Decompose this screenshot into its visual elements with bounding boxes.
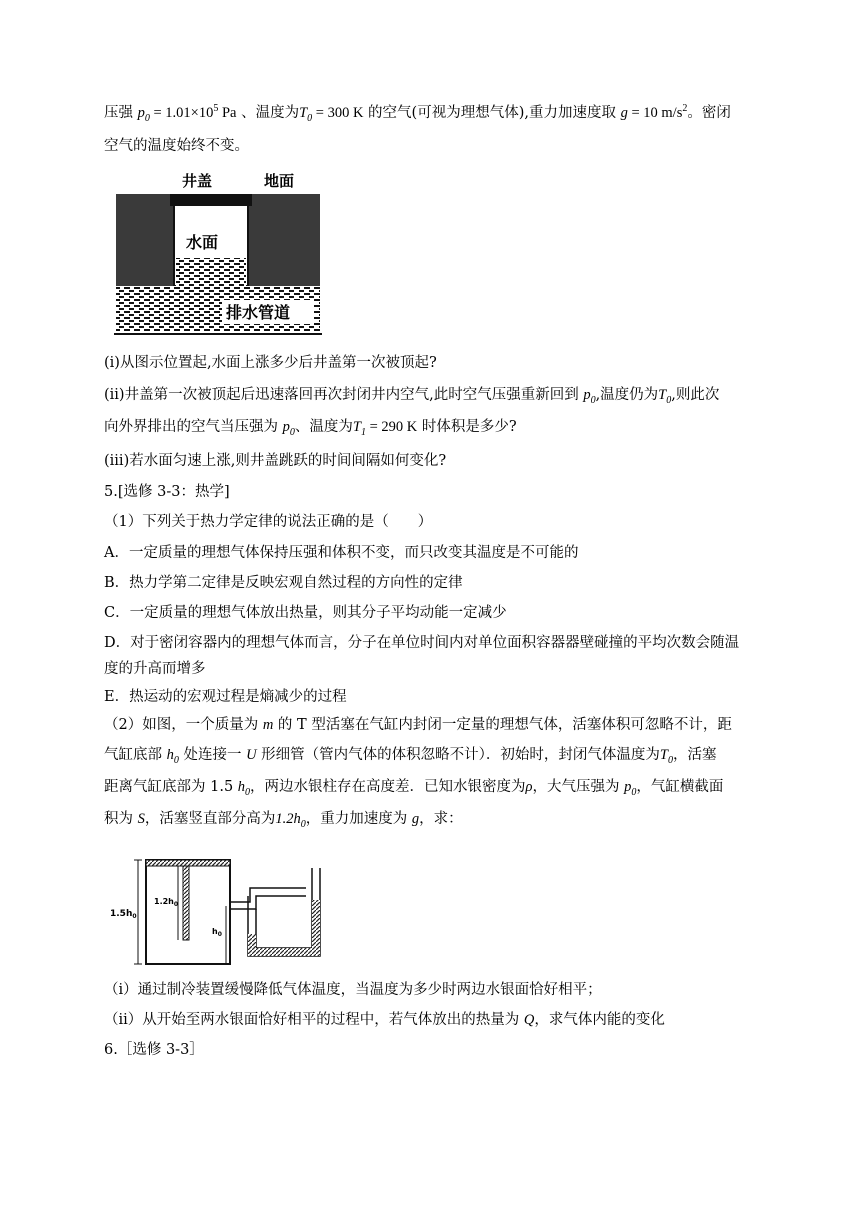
- part-2-line1: （2）如图，一个质量为 m 的 T 型活塞在气缸内封闭一定量的理想气体，活塞体积可忽略不计，距: [104, 717, 732, 733]
- value-T0: = 300 K: [312, 105, 364, 121]
- piston-rod: [183, 866, 189, 940]
- option-d-line1: D．对于密闭容器内的理想气体而言，分子在单位时间内对单位面积容器器壁碰撞的平均次数会随温: [104, 635, 740, 651]
- intro-line-1: 压强 $p_0 = 1.01\times 10^5$ Pa 、温度为$T_0 = 300$ K 的空气(可视为理想气体),重力加速度取 g = 10 $m/s^2$。密闭: [104, 103, 731, 124]
- piston-plate: [146, 860, 230, 866]
- label-cover: 井盖: [182, 172, 213, 190]
- option-e: E．热运动的宏观过程是熵减少的过程: [104, 689, 347, 705]
- label-pipe: 排水管道: [226, 303, 291, 322]
- manhole-figure: [114, 166, 322, 342]
- option-a: A．一定质量的理想气体保持压强和体积不变，而只改变其温度是不可能的: [104, 545, 579, 561]
- question-ii-line1: (ii)井盖第一次被顶起后迅速落回再次封闭井内空气,此时空气压强重新回到 $p_0$,温度仍为$T_0$,则此次: [104, 387, 720, 406]
- option-b: B．热力学第二定律是反映宏观自然过程的方向性的定律: [104, 575, 463, 591]
- part-2-line4: 积为 S，活塞竖直部分高为$1.2h_0$，重力加速度为 g，求：: [104, 811, 463, 830]
- question-i: (i)从图示位置起,水面上涨多少后井盖第一次被顶起?: [104, 355, 437, 371]
- label-1-2h0: $1.2h_0$: [154, 897, 179, 908]
- value-g: = 10 $m/s^2$: [627, 103, 688, 121]
- section-6-heading: 6.［选修 3-3］: [104, 1042, 204, 1058]
- piston-utube-figure: [108, 842, 332, 974]
- symbol-p0: $p_0$: [137, 105, 150, 124]
- part-1-stem: （1）下列关于热力学定律的说法正确的是（ ）: [104, 514, 433, 530]
- symbol-g: g: [620, 105, 628, 121]
- text-pressure-prefix: 压强: [104, 105, 138, 121]
- question-ii-line2: 向外界排出的空气当压强为 $p_0$、温度为$T_1 = 290$ K 时体积是多少?: [104, 419, 517, 438]
- option-d-line2: 度的升高而增多: [104, 661, 206, 677]
- ground-right: [248, 194, 320, 286]
- manhole-cover: [170, 194, 252, 206]
- value-p0: = $1.01\times 10^5$ Pa: [149, 103, 237, 121]
- sub-question-i: （i）通过制冷装置缓慢降低气体温度，当温度为多少时两边水银面恰好相平；: [104, 982, 602, 998]
- part-2-line2: 气缸底部 $h_0$ 处连接一 U 形细管（管内气体的体积忽略不计）．初始时，封闭气体温度为$T_0$，活塞: [104, 747, 717, 766]
- label-water: 水面: [186, 233, 219, 252]
- ground-left: [116, 194, 174, 286]
- option-c: C．一定质量的理想气体放出热量，则其分子平均动能一定减少: [104, 605, 507, 621]
- label-h0: $h_0$: [212, 927, 222, 938]
- label-ground: 地面: [264, 172, 295, 190]
- water-in-shaft: [176, 258, 246, 286]
- intro-line-2: 空气的温度始终不变。: [104, 138, 249, 154]
- part-2-line3: 距离气缸底部为 1.5 $h_0$，两边水银柱存在高度差．已知水银密度为ρ，大气压强为 $p_0$，气缸横截面: [104, 779, 724, 798]
- symbol-T0: $T_0$: [299, 105, 313, 124]
- question-iii: (iii)若水面匀速上涨,则井盖跳跃的时间间隔如何变化?: [104, 453, 447, 469]
- sub-question-ii: （ii）从开始至两水银面恰好相平的过程中，若气体放出的热量为 Q，求气体内能的变化: [104, 1012, 665, 1028]
- label-1-5h0: $1.5h_0$: [110, 909, 137, 920]
- section-5-heading: 5.[选修 3-3：热学]: [104, 484, 230, 500]
